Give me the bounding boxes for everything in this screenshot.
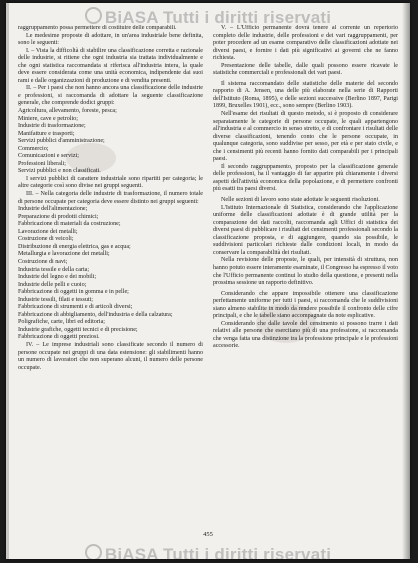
paragraph: Manifatture e trasporti; [18,130,75,137]
watermark-top-text: BiASA Tutti i diritti riservati [104,8,332,27]
paragraph: I. – Vista la difficoltà di stabilire una classificazione corretta e razionale delle industrie, si ritiene che ogni industria sia trattata individualmente e che ogni statistica raccomandata si riferisca all'industria intera, la quale deve essere considerata come una unità economica, indipendente dai suoi rami e dalle organizzazioni di produzione e di vendita presenti. [18,47,203,84]
paragraph: Presentazione delle tabelle, dalle quali possono essere ricavate le statistiche commerciali e professionali dei vari paesi. [213,62,398,77]
paragraph: Industrie tessili, filati e tessuti; [18,296,93,303]
paragraph: Servizi pubblici e non classificati. [18,168,101,175]
scan-edge-right [402,3,410,559]
paragraph: Fabbricazione di oggetti preziosi. [18,334,100,341]
paragraph: Nelle sezioni di lavoro sono state adottate le seguenti risoluzioni. [221,197,380,204]
paragraph: Industrie grafiche, oggetti tecnici e di precisione; [18,326,138,333]
biasa-logo-icon [85,7,102,24]
paragraph: Agricoltura, allevamento, foreste, pesca; [18,108,117,115]
paragraph: Comunicazioni e servizi; [18,153,79,160]
paragraph: Preparazione di prodotti chimici; [18,213,99,220]
scanned-page [6,3,410,559]
paragraph: Distribuzione di energia elettrica, gas e acqua; [18,243,131,250]
paragraph: V. – L'Ufficio permanente dovrà tenere al corrente un repertorio completo delle industrie, delle professioni e dei vari raggruppamenti, per poter procedere ad un esame comparativo delle classificazioni adottate nei diversi paesi, e fornire i dati più significativi ai governi che ne fanno richiesta. [213,25,398,62]
paragraph: Servizi pubblici d'amministrazione; [18,138,105,145]
paragraph: Industrie delle pelli e cuoio; [18,281,87,288]
paragraph: Le medesime proposte di adottare, in un'area industriale bene definita, sono le seguenti: [18,32,203,47]
paragraph: I servizi pubblici di carattere industriale sono ripartiti per categoria; le altre categorie così sono divise nei gruppi seguenti. [18,175,203,190]
paragraph: Fabbricazione di oggetti in gomma e in pelle; [18,289,129,296]
paragraph: Metallurgia e lavorazione dei metalli; [18,251,110,258]
right-column [213,25,398,525]
scan-edge-left [6,3,9,559]
paragraph: Industrie dell'alimentazione; [18,206,88,213]
paragraph: Fabbricazione di strumenti e di articoli diversi; [18,304,133,311]
watermark-bottom [6,544,410,559]
left-column [18,25,203,525]
paragraph: IV. – Le imprese industriali sono classificate secondo il numero di persone occupate nei gruppi di una data estensione: gli stabilimenti hanno un numero di lavoratori che non superano alcuni, il numero delle persone occupate. [18,341,203,371]
paragraph: Industria tessile e della carta; [18,266,90,273]
paragraph: Il secondo raggruppamento, proposto per la classificazione generale delle professioni, ha il vantaggio di far apparire più chiaramente i diversi aspetti dell'attività economica della popolazione, e di permettere confronti più esatti tra paesi diversi. [213,163,398,193]
biasa-logo-icon [85,544,102,559]
paragraph: Nella revisione delle proposte, le quali, per intensità di struttura, non hanno potuto essere interamente esaminate, il Congresso ha espresso il voto che l'Ufficio permanente continui lo studio della questione, e presenti nella prossima sessione un rapporto definitivo. [213,257,398,287]
paragraph: Commercio; [18,145,49,152]
paragraph: Industrie di trasformazione; [18,123,86,130]
watermark-bottom-text: BiASA Tutti i diritti riservati [104,545,332,559]
paragraph: Nell'esame dei risultati di questo metodo, si è proposto di considerare separatamente le categorie di persone occupate, le quali appartengono all'industria e al commercio in senso stretto, e di confrontare i risultati delle diverse classificazioni, tenendo conto che le persone occupate, in qualunque categoria, sono suddivise per sesso, per età e per stato civile, e che i censimenti più recenti hanno fornito dati comparabili per i principali paesi. [213,111,398,163]
paragraph: raggruppamento possa permettere di costituire delle comparabili. [18,25,177,31]
paragraph: Costruzione di navi; [18,258,68,265]
paragraph: Il sistema raccomandato delle statistiche delle materie del secondo rapporto di A. Jensen, una delle più elaborate nella serie di Rapporti dell'Istituto (Roma, 1895), e delle sezioni successive (Berlino 1897, Parigi 1899, Bruxelles 1901), ecc., sono sempre (Berlino 1903). [213,80,398,110]
paragraph: Lavorazione dei metalli; [18,228,78,235]
paragraph: Industrie del legno e dei mobili; [18,274,97,281]
paragraph: II. – Per i paesi che non hanno ancora una classificazione delle industrie e professioni, si raccomanda di adottare la seguente classificazione generale, che comprende dodici gruppi: [18,85,203,107]
paragraph: Considerando che dalle tavole del censimento si possono trarre i dati relativi alle persone che esercitano più di una professione, si raccomanda che venga fatta una distinzione tra la professione principale e le professioni accessorie. [213,320,398,350]
paragraph: Fabbricazione di materiali da costruzione; [18,221,121,228]
paragraph: Costruzione di veicoli; [18,236,74,243]
page-number: 455 [203,531,213,538]
paragraph: III. – Nella categoria delle industrie di trasformazione, il numero totale di persone occupate per categoria deve essere distinto nei gruppi seguenti: [18,191,203,205]
paragraph: Miniere, cave e petrolio; [18,115,78,122]
paragraph: Professioni liberali; [18,160,66,167]
text-columns [18,25,398,525]
paragraph: Fabbricazione di abbigliamento, dell'industria e della calzatura; [18,311,173,318]
paragraph: Considerando che appare impossibile ottenere una classificazione perfettamente uniforme per tutti i paesi, si raccomanda che le suddivisioni siano almeno stabilite in modo da rendere possibile il confronto delle cifre principali, e che le tabelle siano accompagnate da note esplicative. [213,290,398,320]
paragraph: Poligrafiche, carte, libri ed editoria; [18,319,105,326]
paragraph: L'Istituto Internazionale di Statistica, considerando che l'applicazione uniforme delle classificazioni adottate è di grande utilità per la comparazione dei dati raccolti, raccomanda agli Uffici di statistica dei diversi paesi di pubblicare i risultati dei censimenti professionali secondo la classificazione proposta, e di aggiungere, quando sia possibile, le suddivisioni particolari richieste dalle condizioni locali, in modo da conservare la comparabilità dei risultati. [213,204,398,256]
